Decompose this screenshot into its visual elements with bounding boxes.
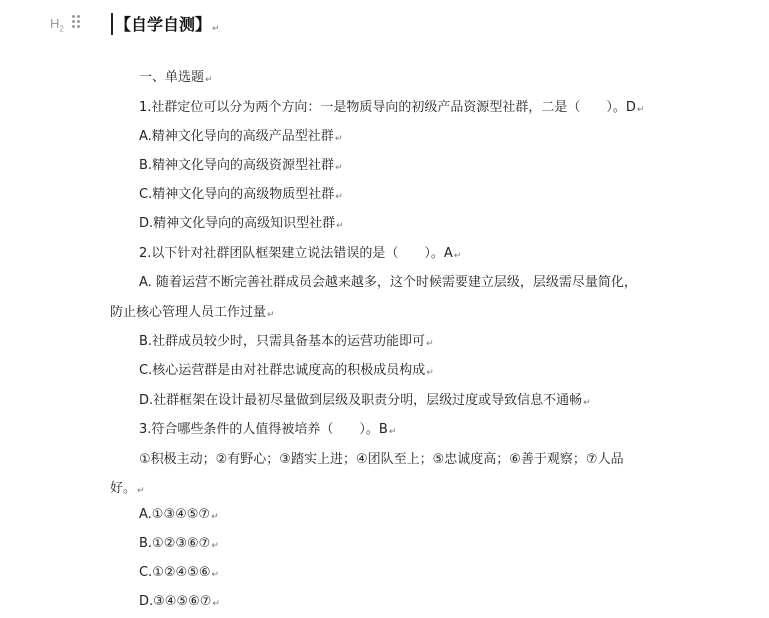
heading-level-indicator: $H_2$ bbox=[50, 16, 64, 34]
paragraph-mark-icon: ↵ bbox=[212, 599, 220, 609]
paragraph-mark-icon: ↵ bbox=[426, 368, 434, 378]
q3-option-d: D.③④⑤⑥⑦↵ bbox=[139, 594, 220, 609]
q1-option-c: C.精神文化导向的高级物质型社群↵ bbox=[139, 187, 343, 202]
paragraph-mark-icon: ↵ bbox=[336, 221, 344, 231]
q3-option-a: A.①③④⑤⑦↵ bbox=[139, 507, 219, 522]
paragraph-mark-icon: ↵ bbox=[453, 251, 462, 261]
q1-option-d: D.精神文化导向的高级知识型社群↵ bbox=[139, 216, 344, 231]
text-cursor bbox=[111, 13, 113, 35]
q3-conditions: ①积极主动；②有野心；③踏实上进；④团队至上；⑤忠诚度高；⑥善于观察；⑦人品 bbox=[139, 452, 624, 467]
drag-handle-icon[interactable] bbox=[72, 15, 82, 31]
q2-option-b: B.社群成员较少时，只需具备基本的运营功能即可↵ bbox=[139, 334, 434, 349]
paragraph-mark-icon: ↵ bbox=[335, 192, 343, 202]
q2-option-a: A. 随着运营不断完善社群成员会越来越多，这个时候需要建立层级，层级需尽量简化， bbox=[139, 275, 637, 290]
paragraph-mark-icon: ↵ bbox=[388, 427, 397, 437]
q3-option-c: C.①②④⑤⑥↵ bbox=[139, 565, 220, 580]
paragraph-mark-icon: ↵ bbox=[211, 570, 220, 580]
paragraph-mark-icon: ↵ bbox=[211, 512, 219, 522]
document-heading: 【自学自测】↵ bbox=[115, 15, 220, 34]
paragraph-mark-icon: ↵ bbox=[267, 310, 275, 320]
paragraph-mark-icon: ↵ bbox=[212, 24, 220, 34]
paragraph-mark-icon: ↵ bbox=[636, 105, 645, 115]
q2-option-a-continued: 防止核心管理人员工作过量↵ bbox=[110, 305, 275, 320]
q2-option-d: D.社群框架在设计最初尽量做到层级及职责分明，层级过度或导致信息不通畅↵ bbox=[139, 393, 591, 408]
paragraph-mark-icon: ↵ bbox=[211, 541, 219, 551]
q2-option-c: C.核心运营群是由对社群忠诚度高的积极成员构成↵ bbox=[139, 363, 434, 378]
question-3: 3.符合哪些条件的人值得被培养（ ）。B↵ bbox=[139, 422, 397, 437]
question-2: 2.以下针对社群团队框架建立说法错误的是（ ）。A↵ bbox=[139, 246, 462, 261]
q1-option-b: B.精神文化导向的高级资源型社群↵ bbox=[139, 158, 343, 173]
paragraph-mark-icon: ↵ bbox=[334, 134, 343, 144]
paragraph-mark-icon: ↵ bbox=[335, 163, 343, 173]
q1-option-a: A.精神文化导向的高级产品型社群↵ bbox=[139, 129, 343, 144]
q3-option-b: B.①②③⑥⑦↵ bbox=[139, 536, 219, 551]
paragraph-mark-icon: ↵ bbox=[426, 339, 434, 349]
paragraph-mark-icon: ↵ bbox=[137, 486, 145, 496]
paragraph-mark-icon: ↵ bbox=[205, 75, 213, 85]
paragraph-mark-icon: ↵ bbox=[583, 398, 591, 408]
section-heading: 一、单选题↵ bbox=[139, 70, 213, 85]
question-1: 1.社群定位可以分为两个方向：一是物质导向的初级产品资源型社群，二是（ ）。D↵ bbox=[139, 100, 645, 115]
q3-conditions-continued: 好。↵ bbox=[110, 481, 145, 496]
